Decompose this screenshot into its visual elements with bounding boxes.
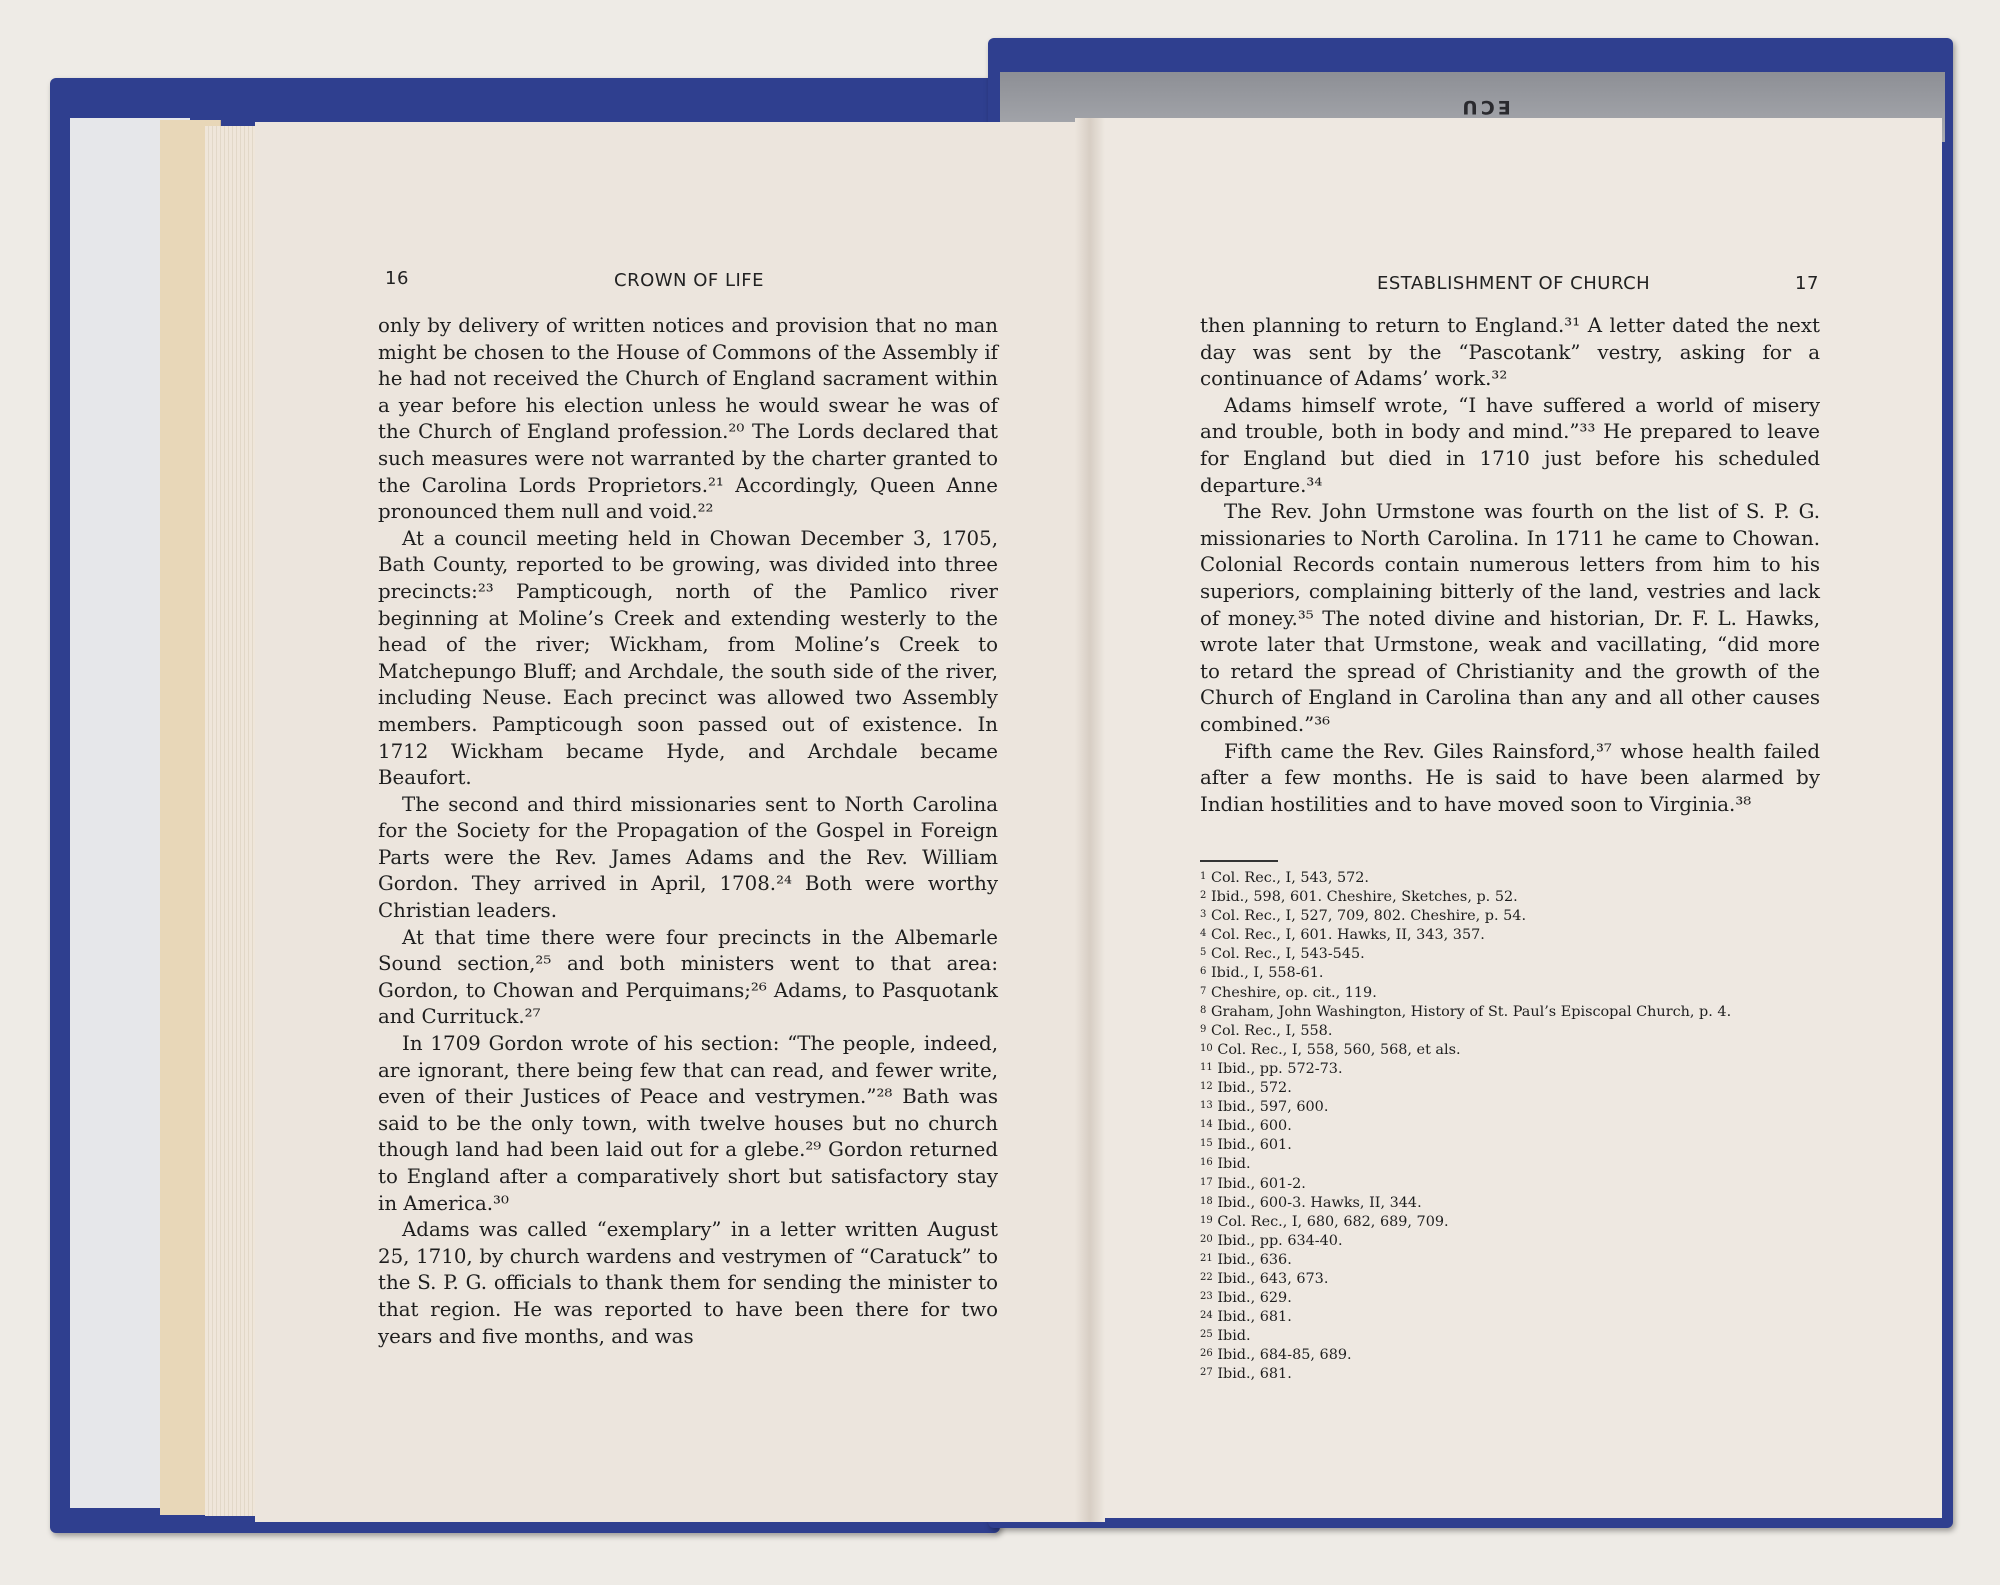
footnote: $^{22}$ Ibid., 643, 673. [1200,1270,1329,1287]
footnote: $^{16}$ Ibid. [1200,1156,1251,1173]
book-gutter [1075,118,1105,1522]
footnote: $^6$ Ibid., I, 558-61. [1200,965,1324,982]
right-page-number: 17 [1795,273,1819,294]
footnote: $^5$ Col. Rec., I, 543-545. [1200,946,1365,963]
footnote: $^{19}$ Col. Rec., I, 680, 682, 689, 709. [1200,1213,1449,1230]
footnote: $^{10}$ Col. Rec., I, 558, 560, 568, et als. [1200,1041,1461,1058]
footnote: $^{13}$ Ibid., 597, 600. [1200,1099,1329,1116]
footnote: $^{17}$ Ibid., 601-2. [1200,1175,1306,1192]
footnote: $^{24}$ Ibid., 681. [1200,1309,1292,1326]
footnote: $^{26}$ Ibid., 684-85, 689. [1200,1347,1352,1364]
footnote: $^8$ Graham, John Washington, History of St. Paul’s Episcopal Church, p. 4. [1200,1003,1732,1020]
left-running-head: CROWN OF LIFE [614,270,765,291]
footnote: $^{18}$ Ibid., 600-3. Hawks, II, 344. [1200,1194,1422,1211]
footnote: $^{23}$ Ibid., 629. [1200,1290,1292,1307]
paragraph: Adams himself wrote, “I have suffered a world of misery and trouble, both in body and mind.”³³ He prepared to leave for England but died in 1710 just before his scheduled departure.³⁴ [1200,393,1820,497]
footnote: $^3$ Col. Rec., I, 527, 709, 802. Cheshire, p. 54. [1200,908,1527,925]
footnotes [1200,868,1815,1384]
footnote: $^{15}$ Ibid., 601. [1200,1137,1292,1154]
paragraph: Adams was called “exemplary” in a letter written August 25, 1710, by church wardens and vestrymen of “Caratuck” to the S. P. G. officials to thank them for sending the minister to that region. He was reported to have been there for two years and five months, and was [378,1218,998,1348]
page-stack-edges [205,126,260,1516]
paragraph: The second and third missionaries sent to North Carolina for the Society for the Propagation of the Gospel in Foreign Parts were the Rev. James Adams and the Rev. William Gordon. They arrived in April, 1708.²⁴ Both were worthy Christian leaders. [378,792,998,923]
footnote: $^{11}$ Ibid., pp. 572-73. [1200,1060,1343,1077]
footnote-rule [1200,860,1278,862]
paragraph: At that time there were four precincts in the Albemarle Sound section,²⁵ and both ministers went to that area: Gordon, to Chowan and Perquimans;²⁶ Adams, to Pasquotank and Currituck.²⁷ [378,925,998,1029]
paragraph: In 1709 Gordon wrote of his section: “The people, indeed, are ignorant, there being few that can read, and fewer write, even of their Justices of Peace and vestrymen.”²⁸ Bath was said to be the only town, with twelve houses but no church though land had been laid out for a glebe.²⁹ Gordon returned to England after a comparatively short but satisfactory stay in America.³⁰ [378,1032,998,1215]
left-page-body [378,313,998,1350]
footnote: $^{27}$ Ibid., 681. [1200,1366,1292,1383]
footnote: $^7$ Cheshire, op. cit., 119. [1200,984,1377,1001]
footnote: $^4$ Col. Rec., I, 601. Hawks, II, 343, 357. [1200,927,1485,944]
paragraph: Fifth came the Rev. Giles Rainsford,³⁷ whose health failed after a few months. He is said to have been alarmed by Indian hostilities and to have moved soon to Virginia.³⁸ [1200,739,1820,816]
paragraph: only by delivery of written notices and provision that no man might be chosen to the House of Commons of the Assembly if he had not received the Church of England sacrament within a year before his election unless he would swear he was of the Church of England profession.²⁰ The Lords declared that such measures were not warranted by the charter granted to the Carolina Lords Proprietors.²¹ Accordingly, Queen Anne pronounced them null and void.²² [378,314,998,524]
paragraph: The Rev. John Urmstone was fourth on the list of S. P. G. missionaries to North Carolina. In 1711 he came to Chowan. Colonial Records contain numerous letters from him to his superiors, complaining bitterly of the land, vestries and lack of money.³⁵ The noted divine and historian, Dr. F. L. Hawks, wrote later that Urmstone, weak and vacillating, “did more to retard the spread of Christianity and the growth of the Church of England in Carolina than any and all other causes combined.”³⁶ [1200,500,1820,736]
footnote: $^{21}$ Ibid., 636. [1200,1251,1292,1268]
paragraph: then planning to return to England.³¹ A letter dated the next day was sent by the “Pascotank” vestry, asking for a continuance of Adams’ work.³² [1200,314,1820,391]
footnote: $^{12}$ Ibid., 572. [1200,1080,1292,1097]
footnote: $^2$ Ibid., 598, 601. Cheshire, Sketches, p. 52. [1200,889,1518,906]
footnote: $^9$ Col. Rec., I, 558. [1200,1022,1333,1039]
left-page-number: 16 [385,268,409,289]
library-stamp: ECU [1459,96,1511,118]
footnote: $^1$ Col. Rec., I, 543, 572. [1200,870,1370,886]
paragraph: At a council meeting held in Chowan December 3, 1705, Bath County, reported to be growing, was divided into three precincts:²³ Pampticough, north of the Pamlico river beginning at Moline’s Creek and extending westerly to the head of the river; Wickham, from Moline’s Creek to Matchepungo Bluff; and Archdale, the south side of the river, including Neuse. Each precinct was allowed two Assembly members. Pampticough soon passed out of existence. In 1712 Wickham became Hyde, and Archdale became Beaufort. [378,526,998,790]
footnote: $^{25}$ Ibid. [1200,1328,1251,1345]
right-running-head: ESTABLISHMENT OF CHURCH [1377,273,1651,294]
right-page-body [1200,313,1820,818]
footnote: $^{20}$ Ibid., pp. 634-40. [1200,1232,1343,1249]
footnote: $^{14}$ Ibid., 600. [1200,1118,1292,1135]
